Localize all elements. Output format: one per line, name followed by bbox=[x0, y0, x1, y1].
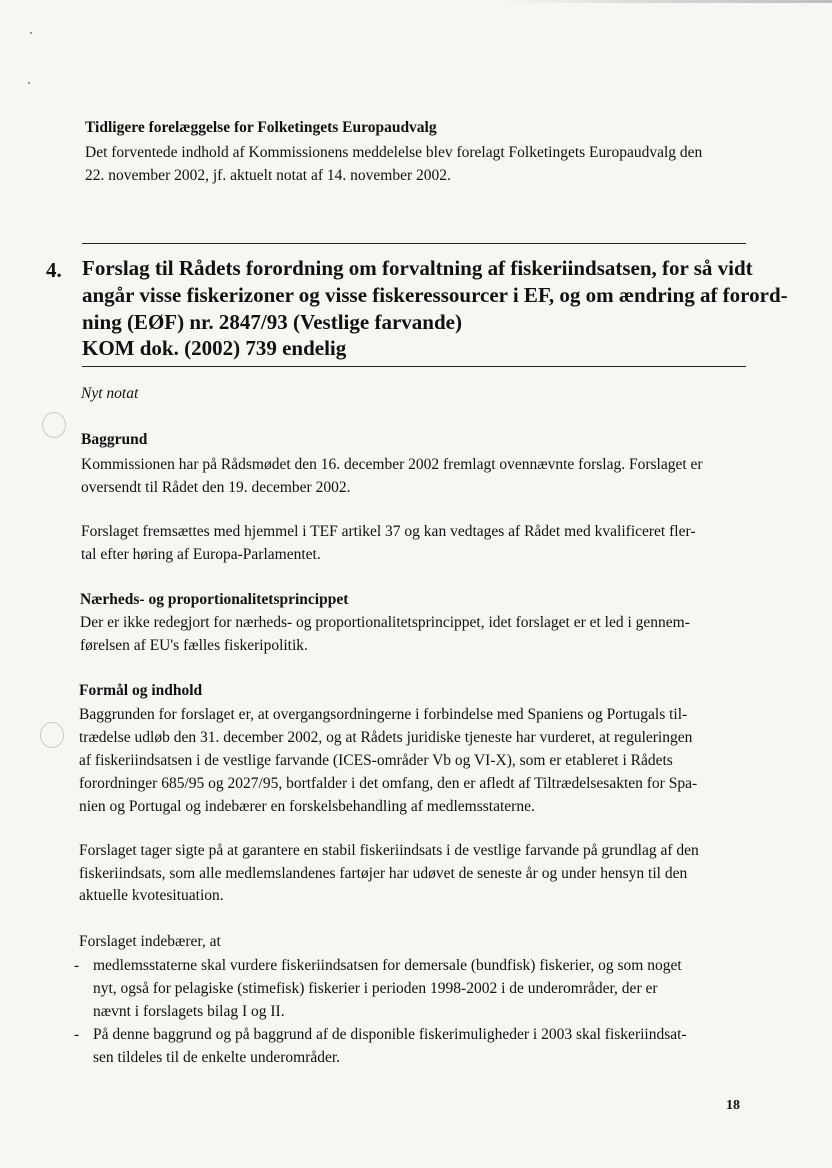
bullet-marker: - bbox=[74, 1026, 80, 1043]
scan-speck bbox=[30, 32, 32, 34]
scan-speck bbox=[28, 82, 30, 84]
scan-edge bbox=[0, 0, 832, 3]
paragraph-line: Forslaget tager sigte på at garantere en stabil fiskeriindsats i de vestlige farvande på grundlag af den bbox=[79, 842, 699, 859]
divider-bottom bbox=[82, 366, 746, 367]
section-heading-background: Baggrund bbox=[81, 431, 148, 448]
section-heading-purpose: Formål og indhold bbox=[79, 682, 203, 699]
divider-top bbox=[82, 243, 746, 244]
item-title-line: Forslag til Rådets forordning om forvaltning af fiskeriindsatsen, for så vidt bbox=[82, 256, 753, 280]
list-intro: Forslaget indebærer, at bbox=[79, 933, 221, 950]
page-number: 18 bbox=[726, 1098, 740, 1113]
item-title-line: KOM dok. (2002) 739 endelig bbox=[82, 336, 347, 360]
bullet-marker: - bbox=[74, 957, 80, 974]
paragraph-line: førelsen af EU's fælles fiskeripolitik. bbox=[80, 637, 308, 654]
list-item-line: nyt, også for pelagiske (stimefisk) fiskerier i perioden 1998-2002 i de underområder, der er bbox=[93, 980, 658, 997]
paragraph-line: af fiskeriindsatsen i de vestlige farvande (ICES-områder Vb og VI-X), som er etableret i Rådets bbox=[79, 752, 673, 769]
paragraph-line: fiskeriindsats, som alle medlemslandenes fartøjer har udøvet de seneste år og under hensyn til den bbox=[79, 865, 688, 882]
paragraph-line: tal efter høring af Europa-Parlamentet. bbox=[81, 546, 321, 563]
paragraph-line: aktuelle kvotesituation. bbox=[79, 887, 224, 904]
paragraph-line: 22. november 2002, jf. aktuelt notat af 14. november 2002. bbox=[85, 167, 451, 184]
section-heading-prior: Tidligere forelæggelse for Folketingets Europaudvalg bbox=[85, 119, 437, 136]
list-item-line: medlemsstaterne skal vurdere fiskeriindsatsen for demersale (bundfisk) fiskerier, og som noget bbox=[93, 957, 682, 974]
paragraph-line: forordninger 685/95 og 2027/95, bortfalder i det omfang, den er afledt af Tiltrædelsesakten for Spa- bbox=[79, 775, 698, 792]
paragraph-line: trædelse udløb den 31. december 2002, og at Rådets juridiske tjeneste har vurderet, at reguleringen bbox=[79, 729, 693, 746]
section-heading-subsidiarity: Nærheds- og proportionalitetsprincippet bbox=[80, 591, 349, 608]
list-item-line: sen tildeles til de enkelte underområder. bbox=[93, 1049, 341, 1066]
item-number: 4. bbox=[46, 258, 62, 282]
item-title-line: ning (EØF) nr. 2847/93 (Vestlige farvande) bbox=[82, 310, 462, 334]
item-title-line: angår visse fiskerizoner og visse fiskeressourcer i EF, og om ændring af forord- bbox=[82, 283, 788, 307]
paragraph-line: Kommissionen har på Rådsmødet den 16. december 2002 fremlagt ovennævnte forslag. Forslaget er bbox=[81, 456, 703, 473]
punch-hole-mark bbox=[40, 722, 64, 748]
paragraph-line: Forslaget fremsættes med hjemmel i TEF artikel 37 og kan vedtages af Rådet med kvalificeret fler- bbox=[81, 523, 696, 540]
paragraph-line: Der er ikke redegjort for nærheds- og proportionalitetsprincippet, idet forslaget er et led i gennem- bbox=[80, 614, 690, 631]
paragraph-line: Baggrunden for forslaget er, at overgangsordningerne i forbindelse med Spaniens og Portugals til- bbox=[79, 706, 688, 723]
paragraph-line: nien og Portugal og indebærer en forskelsbehandling af medlemsstaterne. bbox=[79, 798, 535, 815]
list-item-line: På denne baggrund og på baggrund af de disponible fiskerimuligheder i 2003 skal fiskeriindsat- bbox=[93, 1026, 687, 1043]
punch-hole-mark bbox=[42, 412, 66, 438]
list-item-line: nævnt i forslagets bilag I og II. bbox=[93, 1003, 285, 1020]
paragraph-line: oversendt til Rådet den 19. december 2002. bbox=[81, 479, 351, 496]
note-label: Nyt notat bbox=[81, 385, 139, 402]
paragraph-line: Det forventede indhold af Kommissionens meddelelse blev forelagt Folketingets Europaudvalg den bbox=[85, 144, 703, 161]
